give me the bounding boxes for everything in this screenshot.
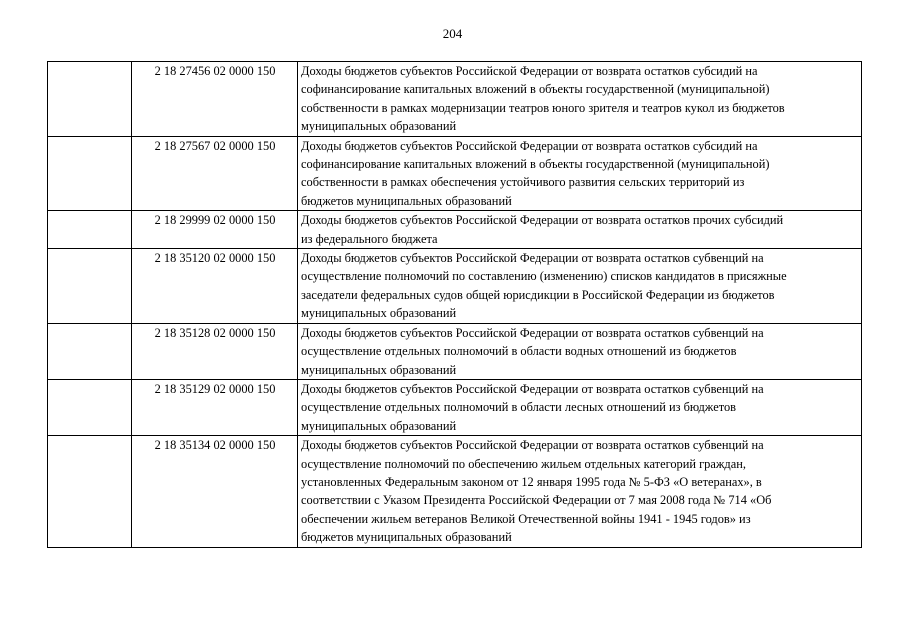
description-line: осуществление полномочий по составлению (изменению) списков кандидатов в присяжные xyxy=(301,269,787,284)
description-line: муниципальных образований xyxy=(301,418,457,433)
description-line: Доходы бюджетов субъектов Российской Федерации от возврата остатков субвенций на xyxy=(301,325,764,340)
description-line: осуществление отдельных полномочий в области водных отношений из бюджетов xyxy=(301,344,737,359)
admin-code-cell xyxy=(48,249,132,324)
table-row xyxy=(48,249,862,324)
budget-code-cell: 2 18 35120 02 0000 150 xyxy=(132,249,298,324)
table-row xyxy=(48,136,862,211)
description-line: муниципальных образований xyxy=(301,119,457,134)
description-line: Доходы бюджетов субъектов Российской Федерации от возврата остатков субвенций на xyxy=(301,438,764,453)
admin-code-cell xyxy=(48,323,132,379)
admin-code-cell xyxy=(48,136,132,211)
description-line: Доходы бюджетов субъектов Российской Федерации от возврата остатков субвенций на xyxy=(301,251,764,266)
admin-code-cell xyxy=(48,62,132,137)
description-line: Доходы бюджетов субъектов Российской Федерации от возврата остатков субвенций на xyxy=(301,381,764,396)
description-line: бюджетов муниципальных образований xyxy=(301,530,512,545)
description-line: софинансирование капитальных вложений в объекты государственной (муниципальной) xyxy=(301,82,770,97)
revenue-codes-table xyxy=(47,61,862,548)
table-row xyxy=(48,436,862,547)
budget-code-cell: 2 18 27567 02 0000 150 xyxy=(132,136,298,211)
description-line: собственности в рамках модернизации театров юного зрителя и театров кукол из бюджетов xyxy=(301,100,785,115)
description-cell xyxy=(298,62,862,137)
table-row xyxy=(48,62,862,137)
description-line: муниципальных образований xyxy=(301,306,457,321)
description-cell xyxy=(298,323,862,379)
description-line: установленных Федеральным законом от 12 января 1995 года № 5-ФЗ «О ветеранах», в xyxy=(301,474,762,489)
description-cell xyxy=(298,136,862,211)
description-line: бюджетов муниципальных образований xyxy=(301,193,512,208)
table-row xyxy=(48,323,862,379)
description-line: Доходы бюджетов субъектов Российской Федерации от возврата остатков субсидий на xyxy=(301,138,758,153)
description-line: собственности в рамках обеспечения устойчивого развития сельских территорий из xyxy=(301,175,745,190)
budget-code-cell: 2 18 35129 02 0000 150 xyxy=(132,379,298,435)
description-cell xyxy=(298,249,862,324)
budget-code-cell: 2 18 29999 02 0000 150 xyxy=(132,211,298,249)
description-line: Доходы бюджетов субъектов Российской Федерации от возврата остатков прочих субсидий xyxy=(301,213,784,228)
description-cell xyxy=(298,211,862,249)
page-number: 204 xyxy=(442,26,463,41)
admin-code-cell xyxy=(48,379,132,435)
budget-code-cell: 2 18 35128 02 0000 150 xyxy=(132,323,298,379)
description-line: заседатели федеральных судов общей юрисдикции в Российской Федерации из бюджетов xyxy=(301,287,775,302)
table-body xyxy=(48,62,862,548)
description-line: из федерального бюджета xyxy=(301,231,438,246)
table-row xyxy=(48,211,862,249)
description-cell xyxy=(298,379,862,435)
description-line: осуществление отдельных полномочий в области лесных отношений из бюджетов xyxy=(301,400,737,415)
budget-code-cell: 2 18 27456 02 0000 150 xyxy=(132,62,298,137)
admin-code-cell xyxy=(48,211,132,249)
admin-code-cell xyxy=(48,436,132,547)
description-cell xyxy=(298,436,862,547)
description-line: муниципальных образований xyxy=(301,362,457,377)
description-line: соответствии с Указом Президента Российской Федерации от 7 мая 2008 года № 714 «Об xyxy=(301,493,772,508)
description-line: обеспечении жильем ветеранов Великой Отечественной войны 1941 - 1945 годов» из xyxy=(301,511,751,526)
table-row xyxy=(48,379,862,435)
description-line: Доходы бюджетов субъектов Российской Федерации от возврата остатков субсидий на xyxy=(301,64,758,78)
description-line: осуществление полномочий по обеспечению жильем отдельных категорий граждан, xyxy=(301,456,746,471)
budget-code-cell: 2 18 35134 02 0000 150 xyxy=(132,436,298,547)
description-line: софинансирование капитальных вложений в объекты государственной (муниципальной) xyxy=(301,157,770,172)
